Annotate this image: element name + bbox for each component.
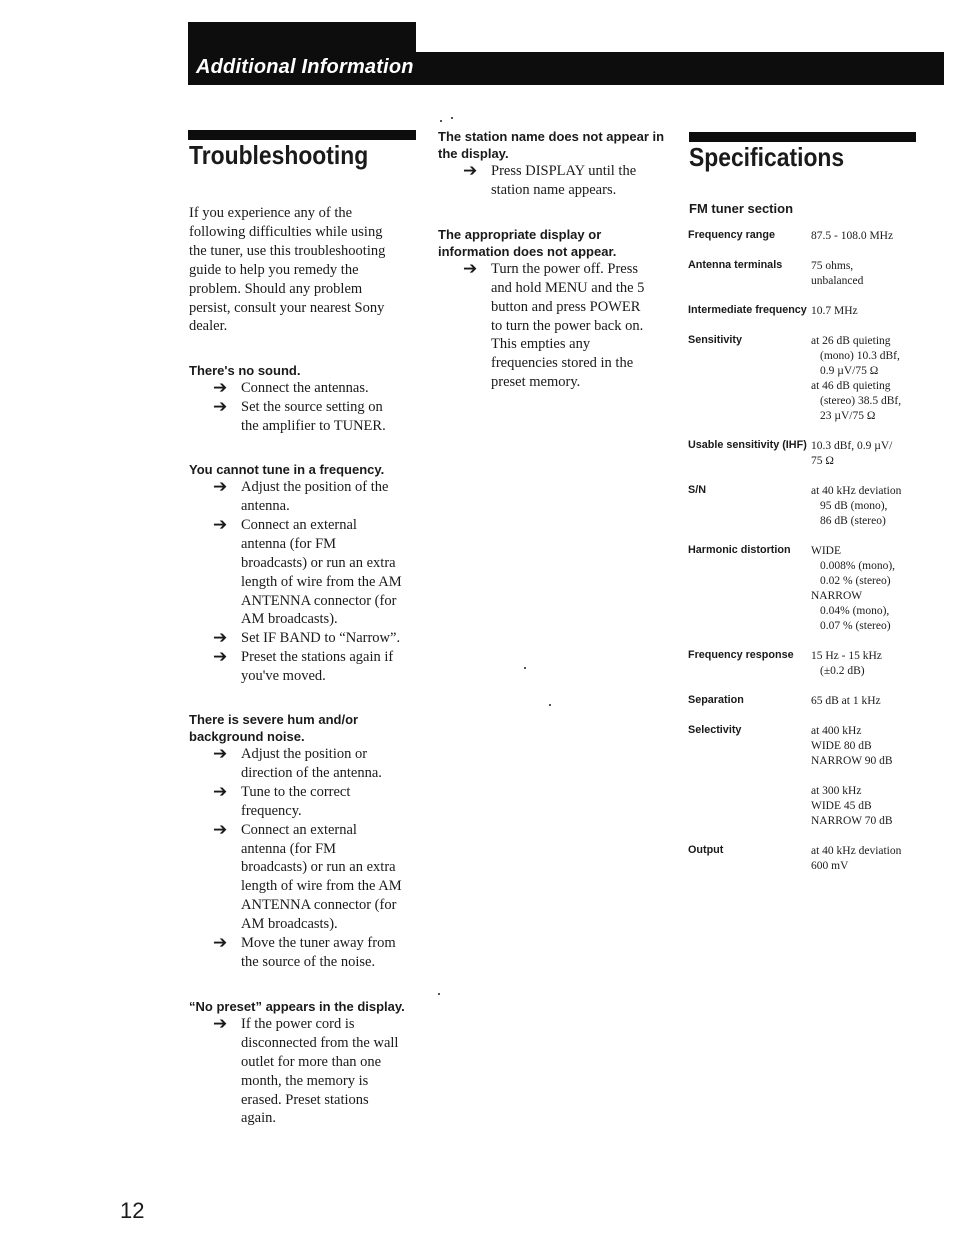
arrow-icon: ➔ <box>213 819 228 840</box>
spec-label: Separation <box>688 694 744 706</box>
arrow-icon: ➔ <box>213 378 228 399</box>
solution-line: antenna. <box>241 497 290 514</box>
solution-line: Tune to the correct <box>241 783 351 800</box>
question-line: The station name does not appear in <box>438 129 665 144</box>
intro-line: persist, consult your nearest Sony <box>189 299 385 316</box>
spec-value <box>811 694 881 709</box>
spec-label: Frequency response <box>688 649 794 661</box>
arrow-icon: ➔ <box>213 647 228 668</box>
solution-line: Move the tuner away from <box>241 935 396 952</box>
solution-item <box>189 1015 429 1128</box>
solution-line: ANTENNA connector (for <box>241 592 397 609</box>
solution-line: the amplifier to TUNER. <box>241 418 386 435</box>
solution-line: Turn the power off. Press <box>491 260 639 277</box>
solution-line: length of wire from the AM <box>241 878 402 895</box>
spec-value <box>811 334 901 424</box>
problem-block <box>189 711 429 972</box>
arrow-icon: ➔ <box>213 1013 228 1034</box>
spec-value-line: at 26 dB quieting <box>811 335 891 347</box>
question-line: “No preset” appears in the display. <box>189 998 405 1014</box>
page-number: 12 <box>120 1198 145 1223</box>
solution-item <box>438 260 678 392</box>
intro-line: dealer. <box>189 318 228 335</box>
solution-line: erased. Preset stations <box>241 1091 369 1108</box>
question-line: information does not appear. <box>438 243 617 259</box>
problem-block <box>438 226 678 392</box>
spec-value-line: 10.3 dBf, 0.9 µV/ <box>811 440 893 452</box>
solution-item <box>438 162 678 200</box>
solution-line: button and press POWER <box>491 298 641 315</box>
spec-value <box>811 544 895 634</box>
fm-tuner-section-heading: FM tuner section <box>689 201 794 216</box>
spec-value-line: (±0.2 dB) <box>820 665 865 677</box>
spec-value-line: 95 dB (mono), <box>820 500 888 512</box>
question-line: You cannot tune in a frequency. <box>189 462 385 478</box>
solution-line: This empties any <box>491 336 591 353</box>
spec-value-line: NARROW 90 dB <box>811 755 893 767</box>
spec-value-line: at 400 kHz <box>811 725 862 737</box>
solution-item <box>189 629 429 648</box>
solution-item <box>189 934 429 972</box>
solution-line: Connect the antennas. <box>241 380 369 397</box>
spec-value-line: WIDE 80 dB <box>811 740 872 752</box>
solution-line: disconnected from the wall <box>241 1034 399 1051</box>
spec-label: Harmonic distortion <box>688 544 791 556</box>
scan-speck <box>549 704 551 706</box>
spec-value-line: NARROW 70 dB <box>811 815 893 827</box>
arrow-icon: ➔ <box>463 161 478 181</box>
troubleshooting-column-2 <box>438 128 678 392</box>
spec-value <box>811 724 893 829</box>
solution-item <box>189 783 429 821</box>
arrow-icon: ➔ <box>213 744 228 765</box>
question-line: There's no sound. <box>189 363 301 379</box>
problem-block <box>189 362 429 436</box>
solution-line: broadcasts) or run an extra <box>241 554 396 571</box>
solution-line: you've moved. <box>241 668 326 685</box>
spec-label: Intermediate frequency <box>688 304 807 316</box>
solution-line: Preset the stations again if <box>241 649 394 666</box>
spec-value-line: WIDE 45 dB <box>811 800 872 812</box>
spec-value-line: 87.5 - 108.0 MHz <box>811 230 894 242</box>
question-line: background noise. <box>189 729 305 745</box>
solution-line: Connect an external <box>241 821 357 838</box>
spec-value-line: 0.02 % (stereo) <box>820 575 891 587</box>
question-line: The appropriate display or <box>438 226 602 242</box>
specifications-rule <box>689 132 916 142</box>
solution-line: antenna (for FM <box>241 840 337 857</box>
troubleshooting-column-1 <box>189 204 429 1128</box>
spec-value-line: unbalanced <box>811 275 864 287</box>
problem-list-2 <box>438 128 678 392</box>
troubleshooting-title: Troubleshooting <box>189 140 369 170</box>
solution-line: broadcasts) or run an extra <box>241 859 396 876</box>
spec-value-line: 0.04% (mono), <box>820 605 890 617</box>
arrow-icon: ➔ <box>463 258 478 279</box>
arrow-icon: ➔ <box>213 781 228 802</box>
solution-line: again. <box>241 1110 277 1127</box>
spec-value-line: 23 µV/75 Ω <box>820 410 876 422</box>
spec-label: Frequency range <box>688 229 776 241</box>
solution-line: If the power cord is <box>241 1015 355 1032</box>
intro-line: problem. Should any problem <box>189 280 363 297</box>
solution-line: Connect an external <box>241 516 357 533</box>
spec-value-line: (mono) 10.3 dBf, <box>820 350 900 362</box>
spec-value-line <box>811 769 893 784</box>
spec-value-line: at 40 kHz deviation <box>811 845 902 857</box>
specifications-title: Specifications <box>689 142 845 172</box>
question-line: There is severe hum and/or <box>189 712 359 728</box>
solution-line: to turn the power back on. <box>491 317 644 334</box>
spec-label: Sensitivity <box>688 334 743 346</box>
spec-value <box>811 484 901 529</box>
scan-speck <box>438 993 440 995</box>
solution-item <box>189 398 429 436</box>
spec-value-line: at 46 dB quieting <box>811 380 891 392</box>
spec-value <box>811 259 863 289</box>
spec-value <box>811 229 893 244</box>
intro-line: following difficulties while using <box>189 223 383 240</box>
spec-label: Output <box>688 844 724 856</box>
solution-item <box>189 478 429 516</box>
arrow-icon: ➔ <box>213 514 228 535</box>
solution-item <box>189 516 429 629</box>
solution-item <box>189 821 429 934</box>
solution-line: Set the source setting on <box>241 399 383 416</box>
spec-value <box>811 439 892 469</box>
spec-value <box>811 304 858 319</box>
problem-question <box>189 461 429 478</box>
solution-line: antenna (for FM <box>241 535 337 552</box>
arrow-icon: ➔ <box>213 933 228 954</box>
problem-block <box>189 998 429 1128</box>
solution-line: month, the memory is <box>241 1072 369 1089</box>
solution-item <box>189 379 429 398</box>
solution-line: Adjust the position or <box>241 746 368 763</box>
solution-line: frequency. <box>241 802 302 819</box>
scan-speck <box>524 667 526 669</box>
problem-question <box>189 998 429 1015</box>
troubleshooting-rule <box>188 130 416 140</box>
problem-question <box>189 362 429 379</box>
solution-line: frequencies stored in the <box>491 355 634 372</box>
spec-value-line: 75 Ω <box>811 455 834 467</box>
solution-line: outlet for more than one <box>241 1053 382 1070</box>
solution-item <box>189 648 429 686</box>
spec-value-line: (stereo) 38.5 dBf, <box>820 395 902 407</box>
spec-value-line: 0.008% (mono), <box>820 560 896 572</box>
spec-value <box>811 649 882 679</box>
solution-line: Press DISPLAY until the <box>491 163 637 179</box>
header-tab <box>188 22 416 52</box>
arrow-icon: ➔ <box>213 628 228 649</box>
spec-value-line: 65 dB at 1 kHz <box>811 695 881 707</box>
spec-label: Selectivity <box>688 724 742 736</box>
problem-question <box>189 711 429 745</box>
spec-value-line: 0.9 µV/75 Ω <box>820 365 879 377</box>
scan-speck <box>451 117 453 119</box>
solution-line: preset memory. <box>491 374 581 391</box>
solution-item <box>189 745 429 783</box>
intro-line: guide to help you remedy the <box>189 261 359 278</box>
question-line: the display. <box>438 146 509 161</box>
spec-value-line: at 300 kHz <box>811 785 862 797</box>
scan-speck <box>440 120 442 122</box>
problem-list-1 <box>189 362 429 1128</box>
intro-line: If you experience any of the <box>189 205 353 221</box>
intro-paragraph <box>189 204 429 336</box>
spec-value-line: at 40 kHz deviation <box>811 485 902 497</box>
problem-block <box>189 461 429 686</box>
solution-line: Set IF BAND to “Narrow”. <box>241 630 401 647</box>
solution-line: AM broadcasts). <box>241 611 338 628</box>
problem-question <box>438 226 678 260</box>
spec-value-line: WIDE <box>811 545 842 557</box>
solution-line: ANTENNA connector (for <box>241 897 397 914</box>
solution-line: the source of the noise. <box>241 954 376 970</box>
spec-value-line: 10.7 MHz <box>811 305 858 317</box>
solution-line: AM broadcasts). <box>241 916 338 933</box>
arrow-icon: ➔ <box>213 477 228 498</box>
spec-value-line: 600 mV <box>811 860 849 872</box>
spec-value <box>811 844 901 874</box>
spec-value-line: 15 Hz - 15 kHz <box>811 650 882 662</box>
problem-block <box>438 128 678 200</box>
intro-line: the tuner, use this troubleshooting <box>189 242 386 259</box>
header-title: Additional Information <box>196 56 414 78</box>
solution-line: direction of the antenna. <box>241 764 382 781</box>
arrow-icon: ➔ <box>213 397 228 418</box>
problem-question <box>438 128 678 162</box>
solution-line: station name appears. <box>491 181 617 198</box>
spec-label: Antenna terminals <box>688 259 783 271</box>
spec-value-line: 0.07 % (stereo) <box>820 620 891 632</box>
spec-label: Usable sensitivity (IHF) <box>688 439 807 451</box>
spec-value-line: 86 dB (stereo) <box>820 515 886 527</box>
spec-label: S/N <box>688 484 706 496</box>
spec-value-line: NARROW <box>811 590 863 602</box>
solution-line: Adjust the position of the <box>241 479 389 496</box>
spec-value-line: 75 ohms, <box>811 260 854 272</box>
solution-line: length of wire from the AM <box>241 573 402 590</box>
solution-line: and hold MENU and the 5 <box>491 279 645 296</box>
